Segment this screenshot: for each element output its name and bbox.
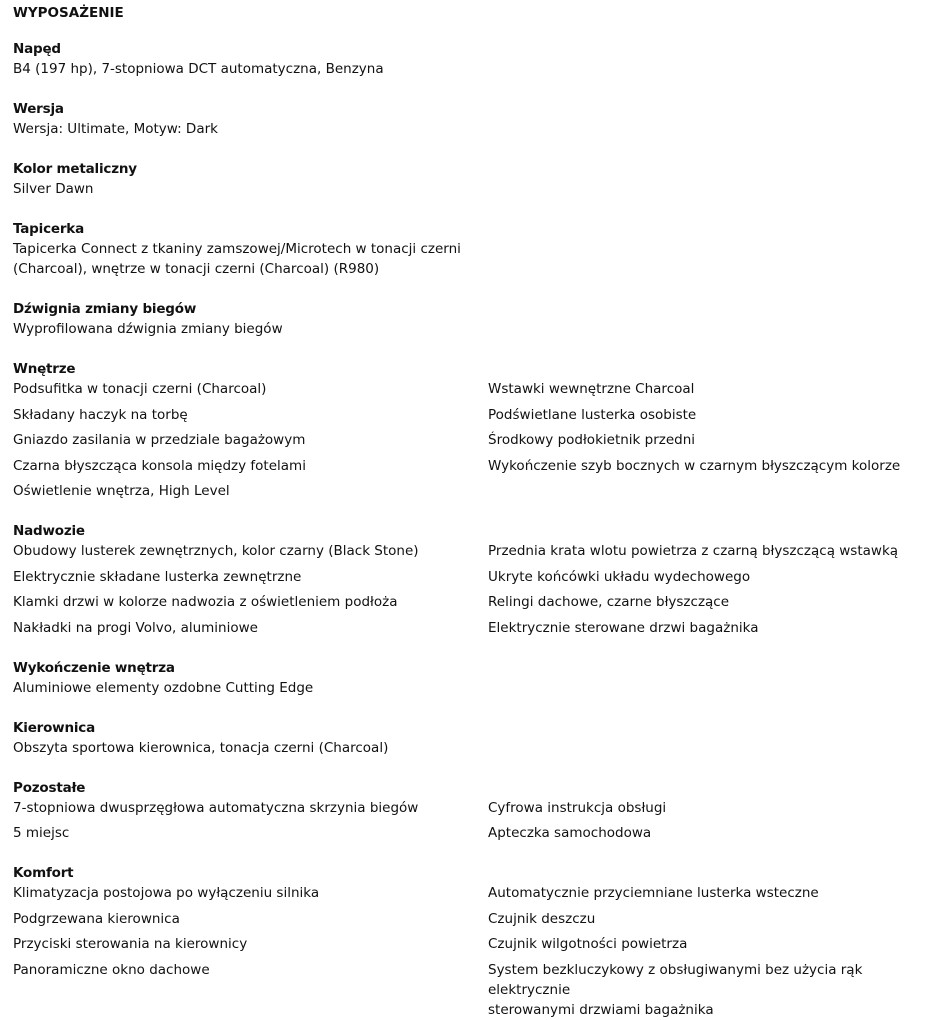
list-item: Elektrycznie składane lusterka zewnętrzne: [13, 568, 302, 585]
section-wnetrze: [13, 359, 926, 501]
list-item: Podgrzewana kierownica: [13, 910, 180, 927]
feature-grid: [13, 798, 926, 844]
list-item: Elektrycznie sterowane drzwi bagażnika: [488, 619, 759, 636]
list-item: Wykończenie szyb bocznych w czarnym błyszczącym kolorze: [488, 457, 901, 474]
list-item: Relingi dachowe, czarne błyszczące: [488, 594, 730, 610]
list-item: Oświetlenie wnętrza, High Level: [13, 483, 230, 499]
section-value: Wersja: Ultimate, Motyw: Dark: [13, 121, 218, 137]
section-title: Wersja: [13, 101, 64, 117]
list-item: Klimatyzacja postojowa po wyłączeniu silnika: [13, 885, 320, 901]
list-item: Czujnik deszczu: [488, 910, 596, 927]
section-title: Nadwozie: [13, 523, 85, 539]
section-wersja: [13, 99, 926, 139]
list-item: Przednia krata wlotu powietrza z czarną błyszczącą wstawką: [488, 543, 899, 559]
section-title: Komfort: [13, 865, 74, 881]
list-item: Podsufitka w tonacji czerni (Charcoal): [13, 381, 267, 397]
list-item-multiline: [488, 960, 926, 1020]
feature-grid: [13, 379, 926, 501]
list-item: Cyfrowa instrukcja obsługi: [488, 799, 667, 816]
list-item: Czujnik wilgotności powietrza: [488, 936, 688, 952]
list-item: Przyciski sterowania na kierownicy: [13, 936, 248, 952]
section-dzwignia: [13, 299, 926, 339]
section-title: Napęd: [13, 41, 61, 57]
section-title: Wykończenie wnętrza: [13, 659, 175, 676]
list-item: Środkowy podłokietnik przedni: [488, 432, 696, 448]
list-item: Automatycznie przyciemniane lusterka wsteczne: [488, 885, 819, 901]
section-tapicerka: [13, 219, 926, 279]
list-item: Ukryte końcówki układu wydechowego: [488, 568, 751, 585]
list-item: Apteczka samochodowa: [488, 825, 652, 841]
list-item: Obudowy lusterek zewnętrznych, kolor czarny (Black Stone): [13, 543, 419, 559]
list-item: Podświetlane lusterka osobiste: [488, 406, 697, 423]
page-title: WYPOSAŻENIE: [13, 5, 124, 21]
list-item: 7-stopniowa dwusprzęgłowa automatyczna skrzynia biegów: [13, 799, 419, 816]
section-value-line: Tapicerka Connect z tkaniny zamszowej/Microtech w tonacji czerni: [13, 241, 461, 257]
section-title: Dźwignia zmiany biegów: [13, 301, 197, 317]
section-value: Silver Dawn: [13, 181, 94, 197]
list-item: Wstawki wewnętrzne Charcoal: [488, 381, 695, 397]
section-value-line: (Charcoal), wnętrze w tonacji czerni (Charcoal) (R980): [13, 261, 380, 277]
section-value: B4 (197 hp), 7-stopniowa DCT automatyczna, Benzyna: [13, 61, 384, 77]
list-item: Klamki drzwi w kolorze nadwozia z oświetleniem podłoża: [13, 594, 398, 610]
list-item: Czarna błyszcząca konsola między fotelami: [13, 457, 306, 474]
section-nadwozie: [13, 521, 926, 638]
feature-grid: [13, 883, 926, 1020]
section-value: Obszyta sportowa kierownica, tonacja czerni (Charcoal): [13, 739, 389, 756]
section-title: Kolor metaliczny: [13, 161, 137, 177]
section-value: Wyprofilowana dźwignia zmiany biegów: [13, 321, 283, 337]
section-naped: [13, 39, 926, 79]
list-item: Gniazdo zasilania w przedziale bagażowym: [13, 432, 306, 448]
list-item: Nakładki na progi Volvo, aluminiowe: [13, 619, 258, 636]
section-title: Kierownica: [13, 719, 95, 736]
section-title: Pozostałe: [13, 779, 86, 796]
section-wykonczenie: [13, 658, 926, 698]
section-title: Wnętrze: [13, 361, 76, 377]
list-item: Panoramiczne okno dachowe: [13, 961, 210, 978]
section-kolor: [13, 159, 926, 199]
list-item: 5 miejsc: [13, 825, 70, 841]
list-item-line: System bezkluczykowy z obsługiwanymi bez użycia rąk elektrycznie: [488, 961, 863, 998]
feature-grid: [13, 541, 926, 638]
section-kierownica: [13, 718, 926, 758]
list-item: Składany haczyk na torbę: [13, 406, 188, 423]
list-item-line: sterowanymi drzwiami bagażnika: [488, 1001, 714, 1018]
section-komfort: [13, 863, 926, 1020]
section-title: Tapicerka: [13, 221, 84, 237]
section-value: Aluminiowe elementy ozdobne Cutting Edge: [13, 679, 314, 696]
section-pozostale: [13, 778, 926, 844]
